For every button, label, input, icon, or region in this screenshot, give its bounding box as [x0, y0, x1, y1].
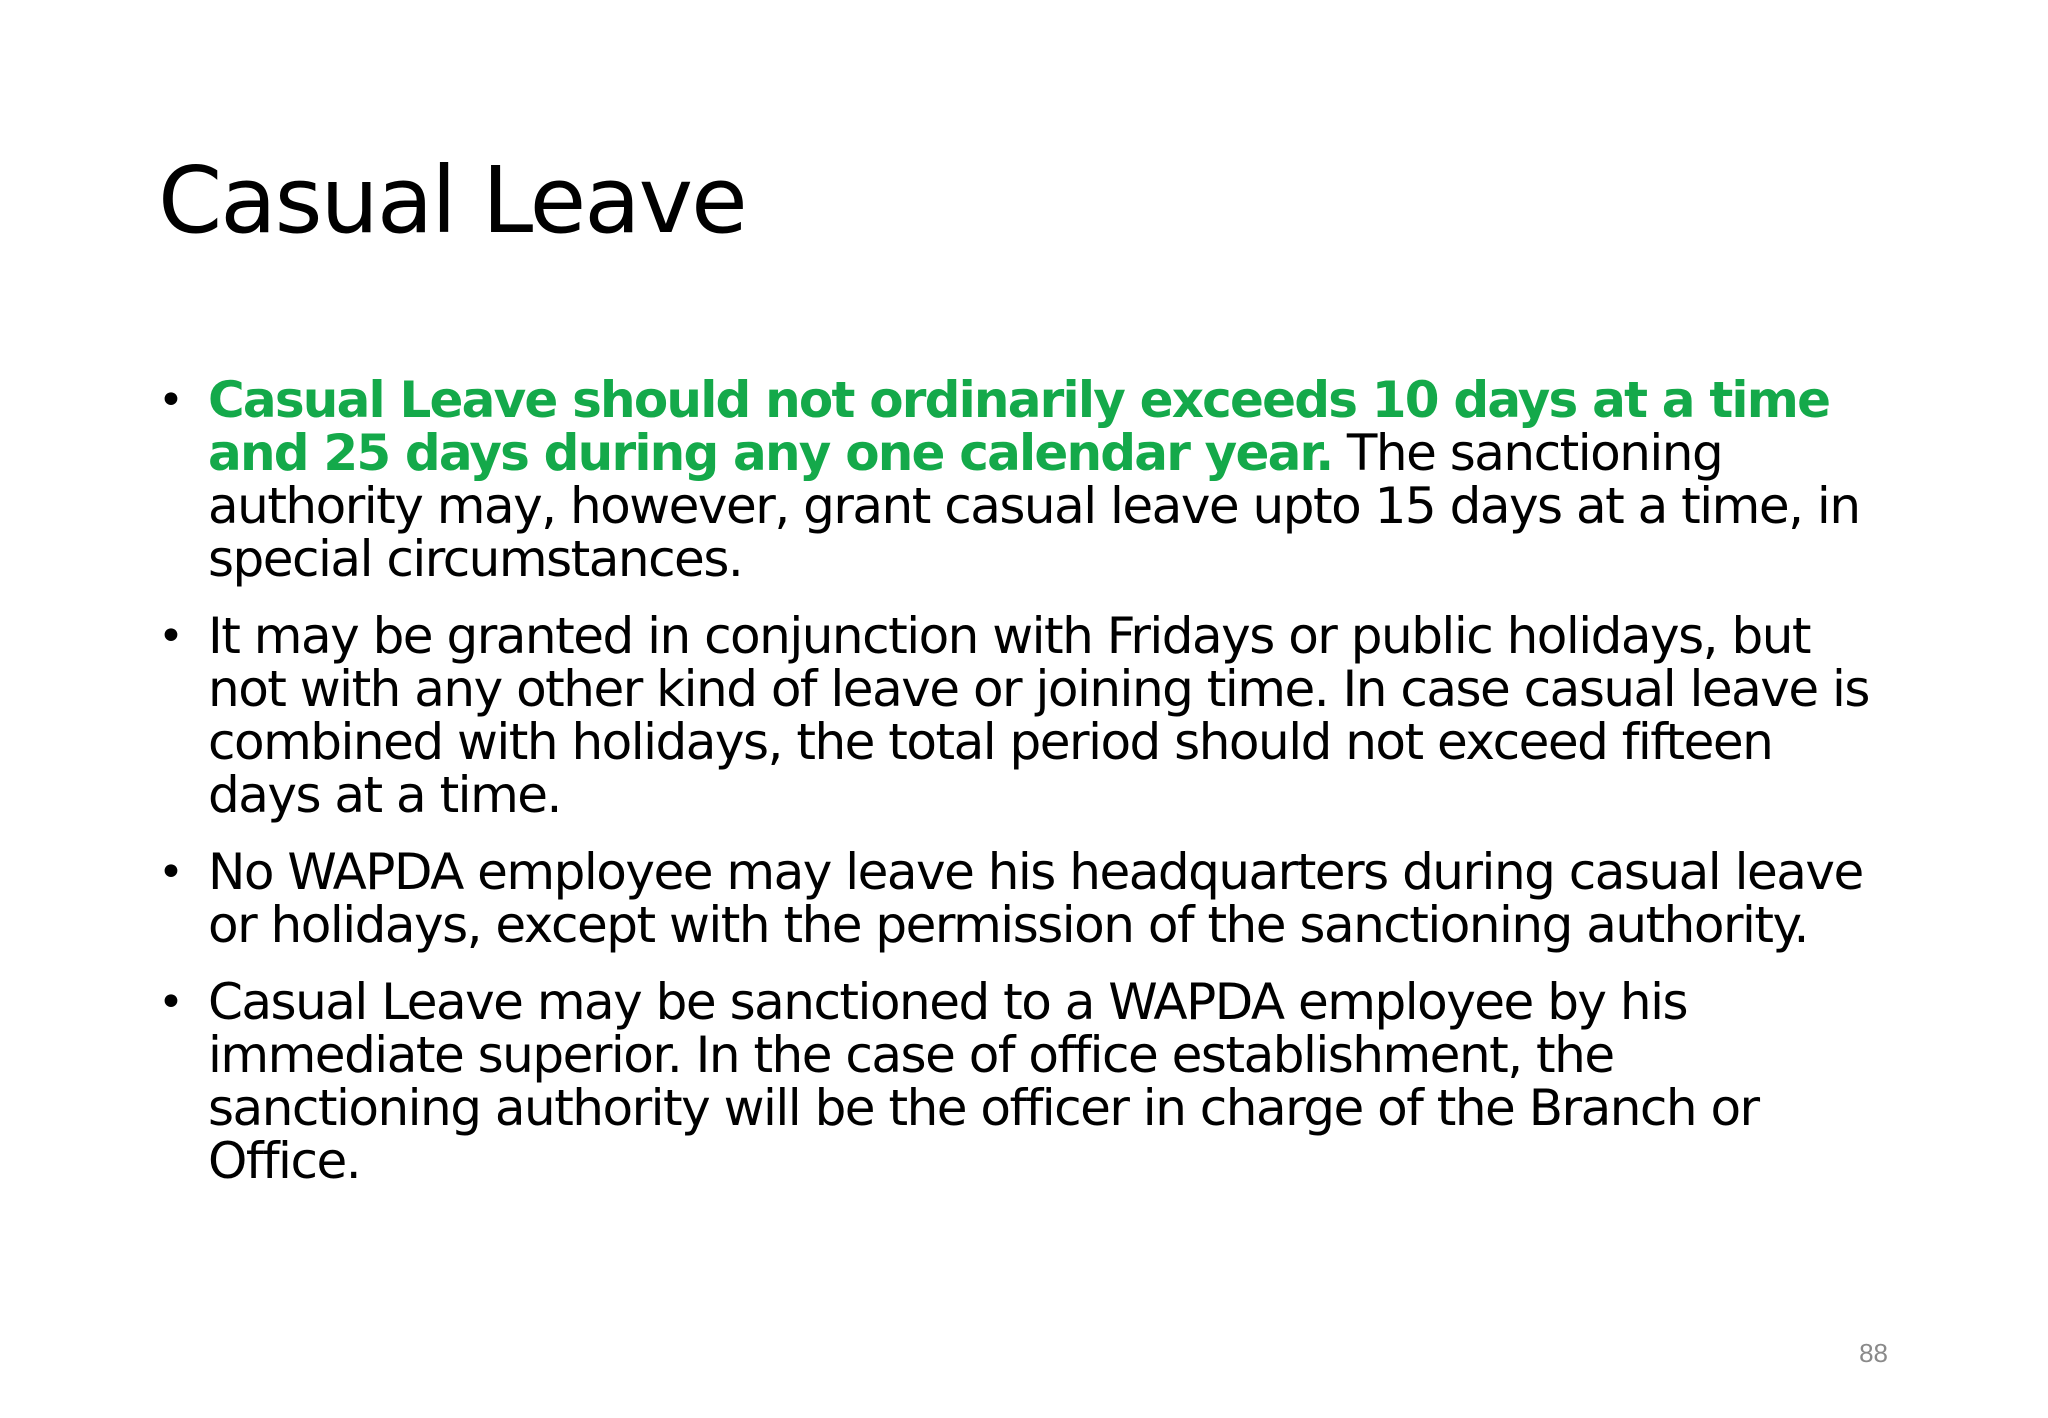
bullet-text: No WAPDA employee may leave his headquarters during casual leave or holidays, except with the permission of the sanctioning authority.	[208, 843, 1863, 954]
page-number: 88	[1859, 1338, 1888, 1368]
bullet-icon: •	[158, 977, 183, 1028]
bullet-text: The sanctioning authority may, however, grant casual leave upto 15 days at a time, in special circumstances.	[208, 424, 1860, 588]
bullet-item	[158, 843, 1898, 954]
bullet-item	[158, 607, 1898, 824]
bullet-text: Casual Leave may be sanctioned to a WAPDA employee by his immediate superior. In the case of office establishment, the sanctioning authority will be the officer in charge of the Branch or Office.	[208, 973, 1759, 1190]
slide-title: Casual Leave	[158, 147, 746, 254]
bullet-text: It may be granted in conjunction with Fridays or public holidays, but not with any other kind of leave or joining time. In case casual leave is combined with holidays, the total period should not exceed fifteen days at a time.	[208, 607, 1869, 824]
bullet-highlight-text: Casual Leave should not ordinarily exceeds 10 days at a time and 25 days during any one calendar year.	[208, 371, 1830, 482]
bullet-item	[158, 973, 1898, 1190]
bullet-icon: •	[158, 375, 183, 426]
bullet-item	[158, 371, 1898, 588]
bullet-icon: •	[158, 611, 183, 662]
bullet-icon: •	[158, 847, 183, 898]
bullet-list	[158, 371, 1898, 1212]
